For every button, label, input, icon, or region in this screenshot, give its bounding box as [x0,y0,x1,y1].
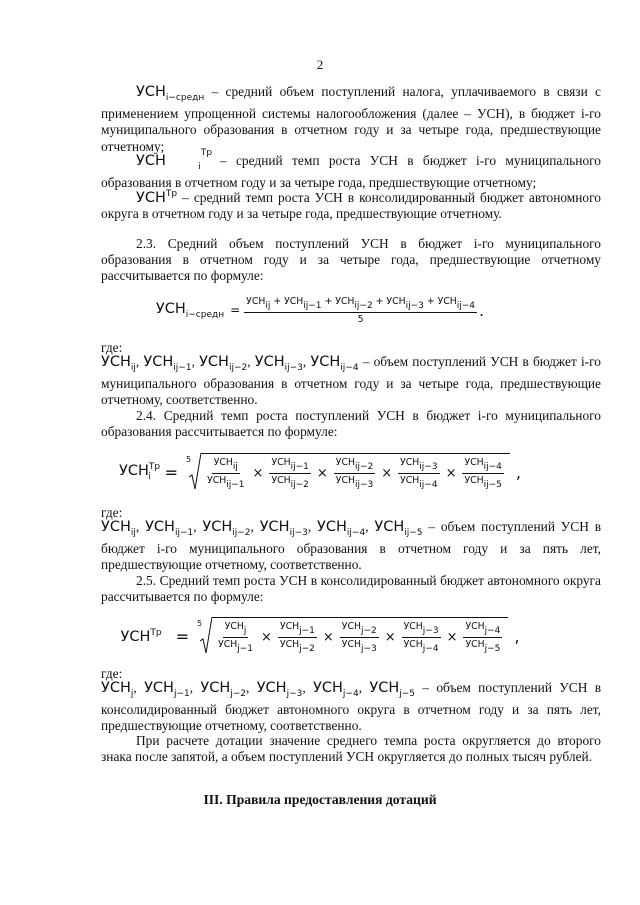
where-3: $УСН_j$, $УСН_{j-1}$, $УСН_{j-2}$, $УСН_{j-3}$, $УСН_{j-4}$, $УСН_{j-5}$ – объем поступлений УСН в консолидированный бюджет автономного округа в отчетном году и за пять лет, предшествующие отчетному, соответственно. [101,680,602,734]
page-number: 2 [316,57,324,72]
where-label-2: где: [101,505,123,520]
section-2-3: 2.3. Средний объем поступлений УСН в бюджет i-го муниципального образования в отчетном году и за четыре года, предшествующие отчетному рассчитывается по формуле: [101,236,601,284]
where-1: $УСН_{ij}$, $УСН_{ij-1}$, $УСН_{ij-2}$, $УСН_{ij-3}$, $УСН_{ij-4}$ – объем поступлений УСН в бюджет i-го муниципального образования в отчетном году и за четыре года, предшествующие отчетному, соответственно. [101,354,601,408]
var-usn-tr: $УСН^{Тр}$ [136,189,178,206]
section-heading-iii: III. Правила предоставления дотаций [203,792,437,807]
formula-avg-volume-fraction: УСНij + УСНij−1 + УСНij−2 + УСНij−3 + УСНij−4 5 [246,295,476,325]
definition-growth-rate-municipal-text: – средний темп роста УСН в бюджет i-го муниципального образования в отчетном году и за четыре года, предшествующие отчетному; [101,153,601,191]
where-2: $УСН_{ij}$, $УСН_{ij-1}$, $УСН_{ij-2}$, $УСН_{ij-3}$, $УСН_{ij-4}$, $УСН_{ij-5}$ – объем поступлений УСН в бюджет i-го муниципального образования в отчетном году и за пять лет, предшествующие отчетному, соответственно. [101,519,602,573]
formula-avg-volume-lhs: $УСН_{i-средн}$ [155,300,225,320]
formula-growth-municipal: $УСН^{Тр}_i$ = 5 $\frac{\text{УСНij}}{\text{УСНij−1}}$ × $\frac{\text{УСНij−1}}{\text{УСНij−2}}$ × $\frac{\text{УСНij−2}}{\text{УСНij−3}}$ × $\frac{\text{УСНij−3}}{\text{УСНij−4}}$ × $\frac{\text{УСНij−4}}{\text{УСНij−5}}$ , [118,455,521,490]
rounding-paragraph: При расчете дотации значение среднего темпа роста округляется до второго знака после запятой, а объем поступлений УСН округляется до полных тысяч рублей. [101,733,601,765]
var-usn-i-sredn: $УСН_{i-средн}$ [136,84,205,103]
where-label-3: где: [101,666,123,681]
fifth-root-2: 5 $\frac{\text{УСНj}}{\text{УСНj−1}}$ × $\frac{\text{УСНj−1}}{\text{УСНj−2}}$ × $\frac{\text{УСНj−2}}{\text{УСНj−3}}$ × $\frac{\text{УСНj−3}}{\text{УСНj−4}}$ × $\frac{\text{УСНj−4}}{\text{УСНj−5}}$ [197,617,508,655]
definition-avg-volume-text: – средний объем поступлений налога, уплачиваемого в связи с применением упрощенной системы налогообложения (далее – УСН), в бюджет i-го муниципального образования в отчетном году и за четыре года, предшествующие отчетному; [101,84,601,154]
definition-avg-volume [101,84,601,155]
definition-growth-rate-regional [101,186,601,222]
section-2-4: 2.4. Средний темп роста поступлений УСН в бюджет i-го муниципального образования рассчитывается по формуле: [101,408,601,440]
formula-growth-regional-lhs: $УСН^{Тр}$ [120,627,162,645]
formula-growth-municipal-lhs: $УСН^{Тр}_i$ [118,462,161,482]
where-label-1: где: [101,340,123,355]
section-2-5: 2.5. Средний темп роста УСН в консолидированный бюджет автономного округа рассчитывается по формуле: [101,573,601,605]
formula-growth-regional: $УСН^{Тр}$ = 5 $\frac{\text{УСНj}}{\text{УСНj−1}}$ × $\frac{\text{УСНj−1}}{\text{УСНj−2}}$ × $\frac{\text{УСНj−2}}{\text{УСНj−3}}$ × $\frac{\text{УСНj−3}}{\text{УСНj−4}}$ × $\frac{\text{УСНj−4}}{\text{УСНj−5}}$ , [120,619,520,654]
var-usn-i-tr: $УСН^{Тр}_i$ [136,148,213,173]
definition-growth-rate-regional-text: – средний темп роста УСН в консолидированный бюджет автономного округа в отчетном году и за четыре года, предшествующие отчетному. [101,190,601,222]
fifth-root-1: 5 $\frac{\text{УСНij}}{\text{УСНij−1}}$ × $\frac{\text{УСНij−1}}{\text{УСНij−2}}$ × $\frac{\text{УСНij−2}}{\text{УСНij−3}}$ × $\frac{\text{УСНij−3}}{\text{УСНij−4}}$ × $\frac{\text{УСНij−4}}{\text{УСНij−5}}$ [186,453,510,491]
formula-avg-volume: $УСН_{i-средн}$ = УСНij + УСНij−1 + УСНij−2 + УСНij−3 + УСНij−4 5 . [155,295,485,325]
